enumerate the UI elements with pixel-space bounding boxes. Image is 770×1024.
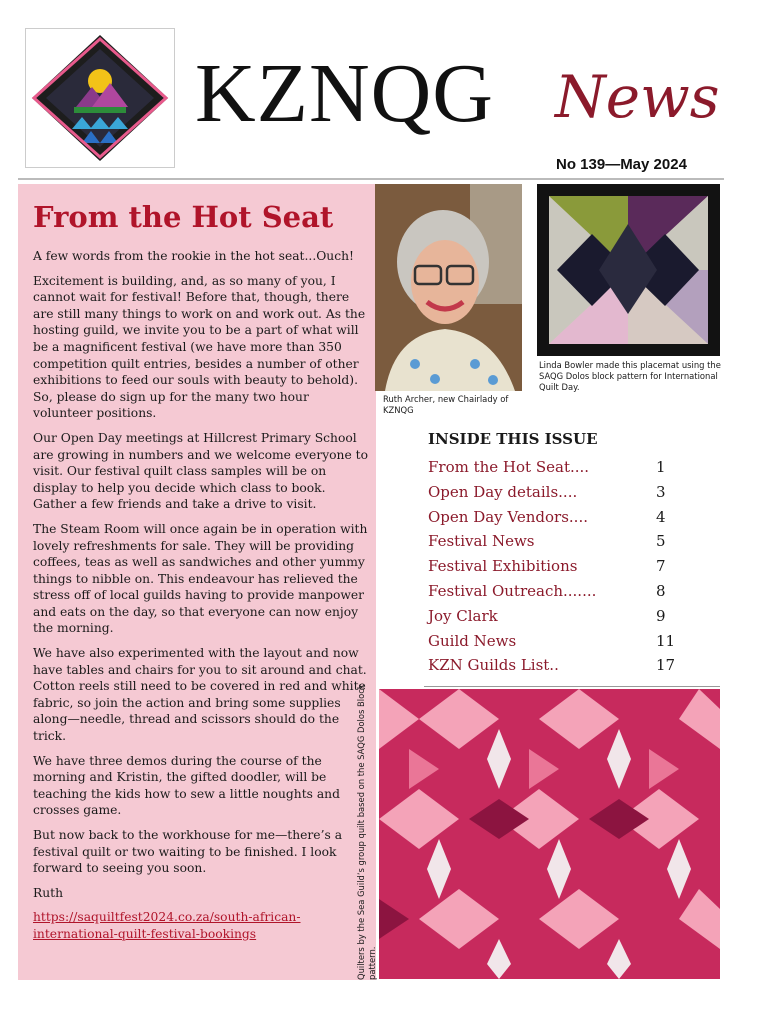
contents-item[interactable]	[428, 653, 678, 678]
contents-item[interactable]	[428, 579, 678, 604]
article-paragraph: But now back to the workhouse for me—there’s a festival quilt or two waiting to be finished. I look forward to seeing you soon.	[33, 828, 343, 876]
quilt-photo-caption: Quilters by the Sea Guild’s group quilt based on the SAQG Dolos Block pattern.	[356, 684, 377, 980]
photo-ruth-archer	[375, 184, 522, 391]
article-paragraph: A few words from the rookie in the hot seat...Ouch!	[33, 249, 354, 263]
header-divider	[18, 178, 724, 180]
article-body	[33, 248, 371, 951]
contents-item-label: Open Day Vendors....	[428, 507, 588, 526]
contents-item-label: Joy Clark	[428, 606, 498, 625]
ruth-photo-caption: Ruth Archer, new Chairlady of KZNQG	[383, 394, 509, 415]
contents-item-page: 5	[656, 532, 666, 551]
contents-item-page: 17	[656, 656, 676, 675]
article-paragraph: The Steam Room will once again be in operation with lovely refreshments for sale. They will be providing coffees, teas as well as sandwiches and other yummy things to nibble on. This endeavour has relieved the stress off of local guilds having to provide manpower and eats on the day, so that everyone can now enjoy the morning.	[33, 521, 368, 636]
article-signature: Ruth	[33, 885, 64, 900]
festival-bookings-link[interactable]: https://saquiltfest2024.co.za/south-african-international-quilt-festival-bookings	[33, 910, 301, 941]
article-paragraph: We have also experimented with the layout and now have tables and chairs for you to sit around and chat. Cotton reels still need to be covered in red and white fabric, so join the action and bring some supplies along—needle, thread and scissors should do the trick.	[33, 646, 367, 744]
quilt-graphic	[379, 689, 720, 979]
guild-logo	[25, 28, 175, 168]
masthead-news: News	[555, 63, 720, 131]
contents-item[interactable]	[428, 455, 678, 480]
placemat-graphic	[537, 184, 720, 356]
placemat-photo-caption: Linda Bowler made this placemat using the SAQG Dolos block pattern for International Quilt Day.	[539, 360, 721, 392]
contents-item[interactable]	[428, 554, 678, 579]
issue-number: No 139—May 2024	[556, 156, 687, 173]
article-title: From the Hot Seat	[33, 200, 334, 234]
article-paragraph: Excitement is building, and, as so many of you, I cannot wait for festival! Before that, though, there are still many things to work on and work out. As the hosting guild, we invite you to be a part of what will be a magnificent festival (we have more than 350 competition quilt entries, besides a number of other exhibitions to feed our souls with beauty to behold). So, please do sign up for the many two hour volunteer positions.	[33, 273, 366, 421]
contents-item-label: Festival News	[428, 532, 535, 551]
photo-placemat	[537, 184, 720, 356]
portrait-graphic	[375, 184, 522, 391]
contents-item-page: 8	[656, 581, 666, 600]
contents-title: INSIDE THIS ISSUE	[428, 430, 598, 448]
contents-item-label: From the Hot Seat....	[428, 458, 590, 476]
logo-graphic	[26, 29, 174, 167]
photo-group-quilt	[379, 689, 720, 979]
contents-item-page: 4	[656, 507, 666, 526]
contents-item[interactable]	[428, 604, 678, 629]
contents-item-label: Open Day details....	[428, 482, 578, 501]
contents-item-page: 7	[656, 557, 666, 576]
article-paragraph: We have three demos during the course of the morning and Kristin, the gifted doodler, will be teaching the kids how to sew a little noughts and crosses game.	[33, 753, 340, 818]
contents-item-page: 3	[656, 482, 666, 501]
contents-item[interactable]	[428, 505, 678, 530]
contents-item[interactable]	[428, 480, 678, 505]
contents-item-label: Festival Outreach.......	[428, 581, 597, 600]
contents-item-label: KZN Guilds List..	[428, 656, 559, 675]
contents-item[interactable]	[428, 629, 678, 654]
masthead-title: KZNQG	[195, 47, 494, 140]
contents-item-label: Festival Exhibitions	[428, 557, 578, 576]
contents-divider	[424, 686, 720, 687]
contents-item[interactable]	[428, 529, 678, 554]
contents-item-page: 1	[656, 458, 666, 476]
article-paragraph: Our Open Day meetings at Hillcrest Primary School are growing in numbers and we welcome everyone to visit. Our festival quilt class samples will be on display to help you decide which class to book. Gather a few friends and take a drive to visit.	[33, 430, 369, 512]
contents-item-label: Guild News	[428, 631, 517, 650]
contents-list	[428, 455, 678, 678]
contents-item-page: 9	[656, 606, 666, 625]
contents-item-page: 11	[656, 631, 676, 650]
